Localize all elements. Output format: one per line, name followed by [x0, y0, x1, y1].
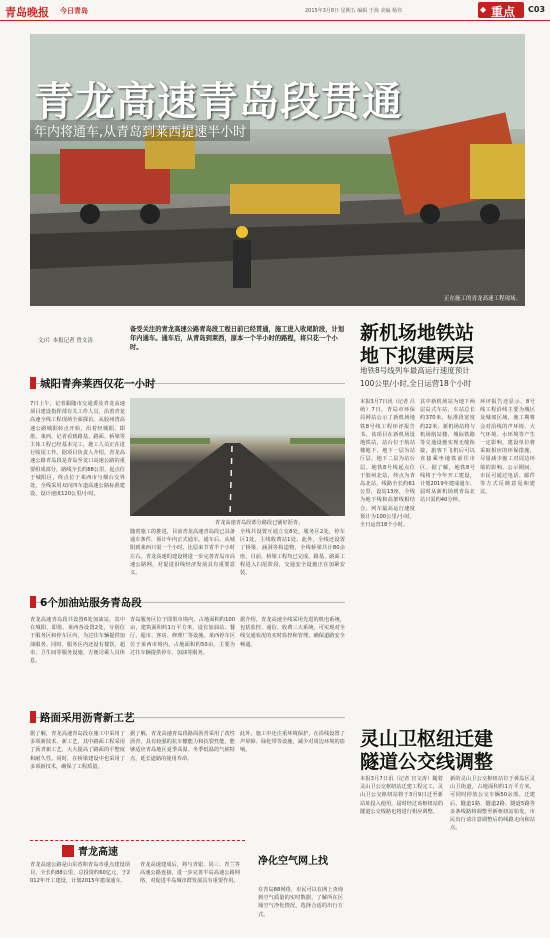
- hero-lead: 备受关注的青龙高速公路青岛段工程日前已经贯通，施工进入收尾阶段，计划年内通车。通车后，从青岛到莱西，原本一个半小时的路程，将只花一个小时。: [130, 326, 345, 351]
- section3-bar: [30, 711, 36, 723]
- sidebar-icon: [62, 845, 74, 857]
- hero-photo-caption: 正在施工的青龙高速工程现场。: [443, 296, 521, 302]
- road-photo: [130, 398, 345, 516]
- section2-body-left: 青龙高速青岛段共设置6处加油站，其中在城阳、即墨、莱西各设置2处，分别位于服务区和停车区内，为过往车辆提供加油服务。同时，服务区内还设有餐饮、超市、卫生间等服务设施，方便司乘人员休息。: [30, 617, 125, 665]
- sidebar-heading: 青龙高速: [78, 847, 118, 858]
- tab-icon: ◆: [480, 5, 487, 14]
- hero-photo: [30, 34, 525, 306]
- hero-subtitle: 年内将通车,从青岛到莱西提速半小时: [30, 120, 250, 141]
- story2-col2: 其中新机场站为地下两层岛式车站，车站总长约370米，标准段宽度约22米。新机场站将与机场航站楼、城际铁路等交通设施实现无缝衔接，旅客下飞机后可以直接乘坐地铁前往市区。据了解，地铁8号线将于今年开工建设，计划2019年建成通车。届时从新机场到青岛北站只需约40分钟。: [420, 399, 475, 504]
- road-photo-caption: 青龙高速青岛段部分路段已铺好沥青。: [215, 520, 304, 526]
- sidebar-box: [30, 840, 245, 933]
- section3-body-right: 此外，施工中还注重环境保护，在沿线设置了声屏障、绿化带等设施，减少对周边环境的影响。: [240, 731, 345, 754]
- masthead: [0, 0, 550, 21]
- section1-heading: 城阳青奔莱西仅花一小时: [40, 378, 156, 390]
- sidebar-body-right: 青龙高速建成后，将与青银、同三、青兰等高速公路连接，进一步完善半岛高速公路网络，对促进半岛城市群发展具有重要作用。: [140, 862, 240, 885]
- section3-body-mid: 据了解，青龙高速青岛段路面沥青采用了改性沥青，具有较强的抗车辙能力和抗裂性能，能够适应青岛地区夏季高温、冬季低温的气候特点，延长道路的使用寿命。: [130, 731, 235, 762]
- air-story-body: 在青岛88网络，市民可以在网上查询到空气质量的实时数据，了解所在区域空气净化情况，选择合适的出行方式。: [258, 887, 343, 918]
- section2-bar: [30, 596, 36, 608]
- section1-body-left: 7日上午，记者跟随市交通委及青龙高速项目建设指挥部有关工作人员，沿着青龙高速全线工程现场全面探访。从胶州湾高速公路城阳转点开始，沿着经城阳、即墨、莱西，记者看到路基、路面、桥梁等主体工程已经基本完工，施工人员正在进行收尾工作。据项目负责人介绍，青龙高速公路青岛段是青岛至龙口高速公路的重要组成部分，路线全长约88公里，起点位于城阳区，终点位于莱西市与烟台交界处，全线采用双向四车道高速公路标准建设，设计速度120公里/小时。: [30, 401, 125, 498]
- section3-body-left: 据了解，青龙高速青岛段在施工中采用了多项新技术、新工艺，其中路面工程采用了沥青新工艺，大大提高了路面的平整度和耐久性。同时，在桥梁建设中也采用了多项新技术，确保了工程质量。: [30, 731, 125, 770]
- section-name: 今日青岛: [60, 7, 88, 15]
- sidebar-body-left: 青龙高速公路是山东省和青岛市重点建设项目，全长约88公里，总投资约60亿元，于2012年开工建设，计划2015年建成通车。: [30, 862, 130, 885]
- section2-body-mid: 青岛服务区位于即墨市境内，占地面积约100亩，建筑面积约1万平方米，设有加油站、餐厅、超市、客房、修理厂等设施。莱西停车区位于莱西市境内，占地面积约50亩，主要为过往车辆提供停车、加油等服务。: [130, 617, 235, 656]
- date-line: 2015年3月8日 星期五 编辑 于海 美编 杨伟: [305, 8, 403, 14]
- section1-bar: [30, 377, 36, 389]
- story2-col1: 本报3月7日讯（记者 吕萌）7日，青岛市环保局网站公示了新机场地铁8号线工程环评报告书。该项目在新机场设地铁站，站台位于航站楼地下，地下一层为站厅层，地下二层为站台层。地铁8号线起点位于胶州北站，终点为青岛北站，线路全长约61公里，设站13座，全线为地下线和高架线相结合。列车最高运行速度预计为100公里/小时，全日运营18个小时。: [360, 399, 415, 529]
- hero-title: 青龙高速青岛段贯通: [34, 79, 403, 125]
- story3-col1: 本报3月7日讯（记者 宫文涛）随着灵山卫公交枢纽站迁建工程完工，灵山卫公交枢纽站将于3月9日迁至新站址投入使用，届时经过该枢纽站的隧道公交线路也将进行相应调整。: [360, 776, 443, 815]
- tab-label: 重点: [491, 5, 516, 19]
- story3-col2: 新的灵山卫公交枢纽站位于黄岛区灵山卫街道，占地面积约1万平方米，可同时停放公交车辆50余部。迁建后，隧道1路、隧道2路、隧道5路等多条线路将调整至新枢纽站始发，市民出行请注意调整后的线路走向和站点。: [450, 776, 535, 832]
- air-story-heading: 净化空气网上找: [258, 856, 328, 867]
- hero-byline: 文/片 本报记者 曾文涛: [38, 338, 93, 344]
- story2-headline-2: 地下拟建两层: [360, 345, 475, 367]
- story3-headline-2: 隧道公交线调整: [360, 751, 494, 773]
- paper-name: 青岛晚报: [5, 6, 49, 19]
- road-scene-icon: [130, 398, 345, 516]
- story2-sub-2: 100公里/小时,全日运营18个小时: [360, 379, 472, 388]
- section2-body-right: 据介绍，青龙高速全线采用先进的机电系统，包括监控、通信、收费三大系统，可实现对全线交通状况的实时监控和管理，确保道路安全畅通。: [240, 617, 345, 648]
- story2-headline-1: 新机场地铁站: [360, 322, 475, 344]
- story3-headline-1: 灵山卫枢纽迁建: [360, 728, 494, 750]
- story2-col3: 环评报告还显示，8号线工程沿线主要为城区及城郊区域，施工期将会对沿线的声环境、大气环境、水环境等产生一定影响，建设单位将采取相应的环保措施，尽量减少施工对周边环境的影响。公示期间，市民可通过电话、邮件等方式反映意见和建议。: [480, 399, 535, 496]
- section3-heading: 路面采用沥青新工艺: [40, 712, 135, 724]
- page-number: C03: [528, 5, 546, 14]
- section-tab: [478, 2, 524, 18]
- story2-sub-1: 地铁8号线列车最高运行速度预计: [360, 366, 470, 375]
- section2-heading: 6个加油站服务青岛段: [40, 597, 142, 609]
- section1-body-mid: 随着施工的推进，目前青龙高速青岛段已具备通车条件，预计年内正式通车。通车后，从城阳到莱西只需一个小时，比原来节省半个小时左右。青龙高速的建设将进一步完善青岛市高速公路网，对促进沿线经济发展具有重要意义。: [130, 529, 235, 577]
- section1-body-right: 全线共设置互通立交8处，服务区2处，停车区1处，主线收费站1处。此外，全线还设置了桥梁、涵洞等构造物，全线桥梁共计80余座。目前，桥梁工程均已完成，路基、路面工程进入扫尾阶段，交通安全设施正在加紧安装。: [240, 529, 345, 577]
